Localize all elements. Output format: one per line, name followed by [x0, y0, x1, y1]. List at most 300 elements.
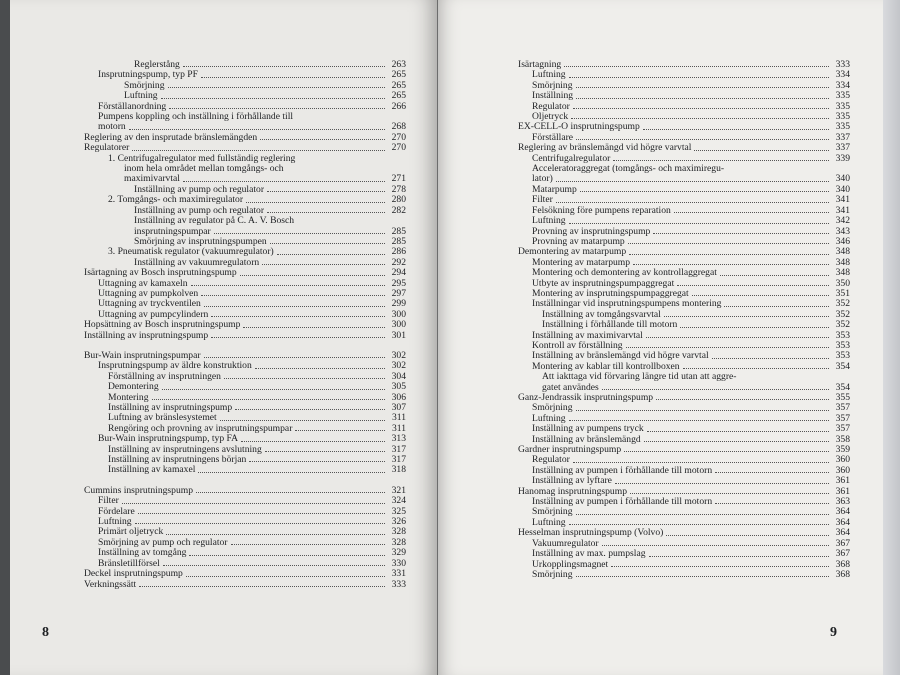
- toc-entry-page: 348: [835, 267, 850, 279]
- toc-entry-title: Acceleratoraggregat (tomgångs- och maximiregu-: [532, 163, 725, 175]
- toc-entry-page: 335: [835, 121, 850, 133]
- toc-entry-title: Reglering av den insprutade bränslemängden: [84, 131, 258, 143]
- toc-entry: [518, 403, 850, 413]
- dot-leader: [241, 441, 385, 442]
- toc-entry-page: 364: [835, 516, 850, 528]
- toc-entry-page: 271: [391, 173, 406, 185]
- toc-entry-page: 297: [391, 287, 406, 299]
- toc-entry-page: 341: [835, 194, 850, 206]
- dot-leader: [569, 420, 829, 421]
- toc-entry-title: lator): [532, 173, 553, 185]
- toc-entry-title: Demontering: [108, 381, 159, 393]
- dot-leader: [602, 389, 829, 390]
- dot-leader: [295, 430, 385, 431]
- toc-entry: [84, 507, 406, 517]
- dot-leader: [556, 181, 829, 182]
- dot-leader: [576, 410, 829, 411]
- dot-leader: [674, 212, 829, 213]
- toc-entry-title: Inställning av lyftare: [532, 475, 612, 487]
- dot-leader: [139, 586, 385, 587]
- toc-entry: [518, 549, 850, 559]
- toc-entry-page: 357: [835, 412, 850, 424]
- toc-entry-page: 285: [391, 225, 406, 237]
- dot-leader: [183, 66, 385, 67]
- toc-list-right: [518, 60, 850, 580]
- dot-leader: [162, 389, 385, 390]
- toc-entry-title: Regulatorer: [84, 142, 130, 154]
- toc-entry-page: 302: [391, 349, 406, 361]
- toc-entry-page: 324: [391, 495, 406, 507]
- toc-entry: [84, 465, 406, 475]
- toc-entry: [518, 60, 850, 70]
- toc-entry-page: 350: [835, 277, 850, 289]
- dot-leader: [580, 191, 829, 192]
- dot-leader: [571, 118, 829, 119]
- dot-leader: [569, 77, 829, 78]
- toc-entry: [518, 268, 850, 278]
- toc-entry-page: 354: [835, 381, 850, 393]
- toc-entry-page: 301: [391, 329, 406, 341]
- toc-entry-title: Att iakttaga vid förvaring längre tid utan att aggre-: [542, 371, 737, 383]
- dot-leader: [169, 108, 385, 109]
- toc-entry-page: 367: [835, 548, 850, 560]
- toc-entry: [518, 164, 850, 174]
- toc-entry-page: 326: [391, 516, 406, 528]
- toc-entry-page: 266: [391, 100, 406, 112]
- dot-leader: [715, 503, 829, 504]
- page-number-left: 8: [42, 625, 49, 640]
- dot-leader: [260, 139, 385, 140]
- toc-entry-title: Hopsättning av Bosch insprutningspump: [84, 319, 241, 331]
- toc-entry-title: Demontering av matarpump: [518, 246, 627, 258]
- dot-leader: [186, 576, 385, 577]
- dot-leader: [262, 264, 385, 265]
- toc-entry-page: 307: [391, 402, 406, 413]
- toc-entry-title: Regulator: [532, 100, 570, 112]
- toc-entry-title: Cummins insprutningspump: [84, 484, 194, 496]
- toc-entry-page: 329: [391, 547, 406, 559]
- toc-entry-page: 351: [835, 287, 850, 299]
- toc-entry-title: Reglering av bränslemängd vid högre varvtal: [518, 142, 692, 154]
- dot-leader: [152, 399, 385, 400]
- toc-entry-page: 295: [391, 277, 406, 289]
- toc-entry-title: Montering och demontering av kontrollaggregat: [532, 267, 717, 279]
- toc-entry-page: 353: [835, 350, 850, 362]
- toc-entry-title: Rengöring och provning av insprutningspumpar: [108, 422, 293, 434]
- toc-entry-page: 352: [835, 298, 850, 310]
- toc-entry-page: 340: [835, 183, 850, 195]
- toc-entry-page: 335: [835, 111, 850, 123]
- toc-entry-page: 337: [835, 142, 850, 154]
- toc-entry-title: Felsökning före pumpens reparation: [532, 204, 671, 216]
- toc-entry-title: Bränsletillförsel: [98, 557, 160, 569]
- toc-entry: [518, 185, 850, 195]
- toc-entry-page: 321: [391, 484, 406, 496]
- toc-entry-title: Vakuumregulator: [532, 537, 599, 549]
- toc-entry-title: Pumpens koppling och inställning i förhållande till: [98, 111, 294, 123]
- dot-leader: [626, 347, 829, 348]
- toc-entry-title: Filter: [98, 495, 119, 507]
- toc-entry-title: Gardner insprutningspump: [518, 444, 622, 456]
- toc-entry-page: 300: [391, 308, 406, 320]
- toc-entry-page: 353: [835, 339, 850, 351]
- dot-leader: [132, 150, 385, 151]
- dot-leader: [569, 223, 829, 224]
- toc-entry-title: Luftning: [532, 412, 566, 424]
- dot-leader: [191, 285, 385, 286]
- dot-leader: [204, 357, 385, 358]
- toc-entry-page: 340: [835, 173, 850, 185]
- toc-entry-title: insprutningspumpar: [134, 225, 211, 237]
- toc-entry-title: Inställning av pump och regulator: [134, 204, 265, 216]
- toc-entry: [518, 320, 850, 330]
- toc-entry-title: Regulator: [532, 454, 570, 466]
- dot-leader: [602, 545, 829, 546]
- toc-entry: [518, 507, 850, 517]
- toc-entry-title: Inställning av pumpens tryck: [532, 423, 644, 435]
- dot-leader: [615, 483, 829, 484]
- toc-entry: [84, 569, 406, 579]
- toc-entry-title: Inställning av insprutningspump: [84, 329, 209, 341]
- toc-entry-title: Inställning av pumpen i förhållande till motorn: [532, 496, 713, 508]
- toc-entry-title: Inställning av vakuumregulatorn: [134, 256, 260, 268]
- toc-entry-title: Inställning av max. pumpslag: [532, 548, 646, 560]
- toc-entry-title: 3. Pneumatisk regulator (vakuumregulator): [108, 246, 274, 258]
- toc-entry-page: 333: [391, 578, 406, 590]
- toc-entry-title: Hesselman insprutningspump (Volvo): [518, 527, 664, 539]
- toc-entry-page: 335: [835, 90, 850, 102]
- dot-leader: [277, 254, 385, 255]
- toc-entry-page: 348: [835, 246, 850, 258]
- toc-entry-page: 360: [835, 454, 850, 466]
- toc-entry-page: 359: [835, 444, 850, 456]
- toc-entry-page: 292: [391, 256, 406, 268]
- toc-entry-page: 357: [835, 402, 850, 414]
- toc-entry-page: 346: [835, 235, 850, 247]
- toc-entry-title: Bur-Wain insprutningspump, typ FA: [98, 433, 239, 445]
- toc-entry-page: 357: [835, 423, 850, 435]
- toc-entry-page: 352: [835, 308, 850, 320]
- toc-entry-title: Smörjning: [532, 402, 573, 414]
- toc-entry-title: Primärt oljetryck: [98, 526, 164, 538]
- dot-leader: [664, 316, 829, 317]
- toc-entry-title: Oljetryck: [532, 111, 569, 123]
- toc-entry-title: Luftning: [532, 516, 566, 528]
- dot-leader: [680, 327, 829, 328]
- dot-leader: [613, 160, 829, 161]
- toc-entry-title: Insprutningspump av äldre konstruktion: [98, 360, 252, 372]
- left-page: [10, 0, 438, 675]
- toc-entry-page: 363: [835, 496, 850, 508]
- toc-entry-page: 360: [835, 464, 850, 476]
- toc-entry: [84, 320, 406, 330]
- toc-entry-title: Inställning i förhållande till motorn: [542, 319, 678, 331]
- toc-entry-title: 2. Tomgångs- och maximiregulator: [108, 194, 244, 206]
- dot-leader: [624, 451, 829, 452]
- toc-entry-title: Inställning av bränslemängd vid högre varvtal: [532, 350, 709, 362]
- toc-entry-page: 364: [835, 506, 850, 518]
- toc-entry-page: 280: [391, 194, 406, 206]
- dot-leader: [224, 378, 385, 379]
- toc-entry-page: 352: [835, 319, 850, 331]
- toc-entry-title: Smörjning: [532, 79, 573, 91]
- toc-entry-title: inom hela området mellan tomgångs- och: [124, 163, 284, 175]
- dot-leader: [630, 493, 829, 494]
- toc-entry-page: 318: [391, 464, 406, 476]
- toc-entry-page: 348: [835, 256, 850, 268]
- toc-entry-page: 334: [835, 69, 850, 81]
- dot-leader: [643, 129, 829, 130]
- dot-leader: [576, 576, 829, 577]
- toc-entry-title: Inställning av insprutningens avslutning: [108, 443, 262, 455]
- toc-entry-title: Inställning av kamaxel: [108, 464, 196, 476]
- toc-entry-title: Smörjning av pump och regulator: [98, 536, 228, 548]
- toc-entry-title: Smörjning av insprutningspumpen: [134, 235, 267, 247]
- dot-leader: [249, 461, 385, 462]
- dot-leader: [240, 275, 385, 276]
- toc-entry-title: motorn: [98, 121, 126, 133]
- toc-entry-title: EX-CELL-O insprutningspump: [518, 121, 640, 133]
- dot-leader: [168, 87, 385, 88]
- toc-entry: [84, 331, 406, 341]
- toc-entry-title: Verkningssätt: [84, 578, 137, 590]
- dot-leader: [246, 202, 385, 203]
- toc-entry-title: Inställning av insprutningspump: [108, 402, 233, 413]
- page-number-right: 9: [830, 625, 837, 640]
- toc-entry-title: Deckel insprutningspump: [84, 568, 183, 580]
- toc-entry-title: Isärtagning: [518, 59, 562, 70]
- toc-entry-page: 333: [835, 59, 850, 70]
- toc-entry-page: 268: [391, 121, 406, 133]
- toc-entry-title: Montering av insprutningspumpaggregat: [532, 287, 689, 299]
- toc-entry-title: Filter: [532, 194, 553, 206]
- toc-entry-page: 311: [391, 412, 406, 424]
- dot-leader: [267, 191, 385, 192]
- toc-entry-page: 355: [835, 392, 850, 403]
- toc-entry-page: 368: [835, 558, 850, 570]
- toc-entry-title: Inställning av pumpen i förhållande till motorn: [532, 464, 713, 476]
- toc-entry: [84, 133, 406, 143]
- toc-entry-title: Inställning av tomgång: [98, 547, 187, 559]
- dot-leader: [161, 98, 385, 99]
- toc-entry-title: Fördelare: [98, 505, 135, 517]
- toc-entry-page: 317: [391, 443, 406, 455]
- dot-leader: [724, 306, 829, 307]
- dot-leader: [183, 181, 385, 182]
- toc-entry-title: Smörjning: [532, 568, 573, 580]
- toc-entry-page: 305: [391, 381, 406, 393]
- dot-leader: [255, 368, 385, 369]
- dot-leader: [270, 243, 385, 244]
- toc-entry-title: Förställning av insprutningen: [108, 370, 221, 382]
- dot-leader: [694, 150, 829, 151]
- toc-entry-title: Bur-Wain insprutningspumpar: [84, 349, 201, 361]
- toc-entry-page: 342: [835, 215, 850, 227]
- dot-leader: [715, 472, 829, 473]
- dot-leader: [611, 566, 829, 567]
- toc-entry-title: Provning av matarpump: [532, 235, 625, 247]
- toc-entry-title: Inställning av insprutningens början: [108, 454, 247, 466]
- toc-entry-title: Ganz-Jendrassik insprutningspump: [518, 392, 654, 403]
- toc-entry-page: 306: [391, 391, 406, 403]
- dot-leader: [646, 337, 829, 338]
- toc-entry-title: Inställning: [532, 90, 574, 102]
- toc-entry: [518, 570, 850, 580]
- dot-leader: [647, 431, 829, 432]
- toc-entry-page: 263: [391, 59, 406, 70]
- toc-entry: [84, 216, 406, 226]
- toc-entry-title: Luftning: [98, 516, 132, 528]
- toc-entry-page: 317: [391, 454, 406, 466]
- dot-leader: [214, 233, 385, 234]
- toc-entry-title: Inställning av pump och regulator: [134, 183, 265, 195]
- toc-entry-title: Uttagning av pumpcylindern: [98, 308, 209, 320]
- toc-entry-page: 265: [391, 90, 406, 102]
- toc-entry-title: Centrifugalregulator: [532, 152, 611, 164]
- toc-entry: [518, 216, 850, 226]
- toc-entry-page: 361: [835, 475, 850, 487]
- dot-leader: [633, 264, 829, 265]
- toc-entry-page: 278: [391, 183, 406, 195]
- toc-entry-title: Inställning av regulator på C. A. V. Bosch: [134, 215, 295, 227]
- dot-leader: [576, 98, 829, 99]
- toc-entry-title: Uttagning av tryckventilen: [98, 298, 201, 310]
- dot-leader: [201, 77, 385, 78]
- toc-entry-title: Inställningar vid insprutningspumpens montering: [532, 298, 722, 310]
- toc-entry-title: Insprutningspump, typ PF: [98, 69, 198, 81]
- toc-entry-title: Förställare: [532, 131, 574, 143]
- toc-entry-page: 358: [835, 433, 850, 445]
- toc-entry-title: Utbyte av insprutningspumpaggregat: [532, 277, 675, 289]
- right-page: [438, 0, 883, 675]
- dot-leader: [231, 544, 386, 545]
- toc-entry-title: Isärtagning av Bosch insprutningspump: [84, 267, 237, 279]
- toc-entry-title: Urkopplingsmagnet: [532, 558, 609, 570]
- dot-leader: [564, 66, 829, 67]
- toc-entry-page: 282: [391, 204, 406, 216]
- dot-leader: [556, 202, 829, 203]
- toc-entry-page: 270: [391, 142, 406, 154]
- dot-leader: [129, 129, 385, 130]
- dot-leader: [196, 492, 385, 493]
- toc-entry-page: 313: [391, 433, 406, 445]
- toc-entry-title: Kontroll av förställning: [532, 339, 623, 351]
- toc-entry-page: 270: [391, 131, 406, 143]
- toc-entry-page: 328: [391, 536, 406, 548]
- toc-entry-page: 353: [835, 329, 850, 341]
- dot-leader: [628, 243, 829, 244]
- toc-entry-page: 285: [391, 235, 406, 247]
- toc-entry-page: 299: [391, 298, 406, 310]
- toc-list-left: [84, 60, 406, 590]
- dot-leader: [644, 441, 829, 442]
- toc-entry-title: Smörjning: [124, 79, 165, 91]
- dot-leader: [629, 254, 829, 255]
- toc-entry: [84, 112, 406, 122]
- toc-entry-title: Inställning av bränslemängd: [532, 433, 641, 445]
- toc-entry-title: Montering: [108, 391, 149, 403]
- dot-leader: [189, 555, 385, 556]
- toc-entry-page: 265: [391, 79, 406, 91]
- toc-entry-page: 304: [391, 370, 406, 382]
- dot-leader: [211, 316, 385, 317]
- dot-leader: [576, 87, 829, 88]
- dot-leader: [573, 108, 829, 109]
- dot-leader: [211, 337, 385, 338]
- toc-entry-page: 330: [391, 557, 406, 569]
- dot-leader: [653, 233, 829, 234]
- dot-leader: [122, 503, 385, 504]
- dot-leader: [163, 565, 385, 566]
- toc-entry-title: Förställanordning: [98, 100, 167, 112]
- dot-leader: [166, 534, 385, 535]
- toc-entry-title: Matarpump: [532, 183, 577, 195]
- toc-entry-page: 335: [835, 100, 850, 112]
- toc-entry-title: Montering av kablar till kontrollboxen: [532, 360, 680, 372]
- toc-entry: [84, 486, 406, 496]
- toc-entry-page: 361: [835, 485, 850, 497]
- dot-leader: [576, 139, 829, 140]
- toc-entry-page: 339: [835, 152, 850, 164]
- dot-leader: [576, 514, 829, 515]
- dot-leader: [204, 306, 385, 307]
- dot-leader: [198, 472, 385, 473]
- toc-entry-title: Smörjning: [532, 506, 573, 518]
- toc-entry-page: 364: [835, 527, 850, 539]
- toc-entry-title: 1. Centrifugalregulator med fullständig reglering: [108, 152, 296, 164]
- toc-entry-page: 337: [835, 131, 850, 143]
- toc-entry-page: 367: [835, 537, 850, 549]
- toc-entry-title: Uttagning av kamaxeln: [98, 277, 188, 289]
- dot-leader: [201, 295, 385, 296]
- toc-entry-title: gatet användes: [542, 381, 599, 393]
- toc-entry-title: Montering av matarpump: [532, 256, 631, 268]
- dot-leader: [649, 556, 829, 557]
- toc-entry-page: 294: [391, 267, 406, 279]
- toc-entry-title: Luftning: [532, 69, 566, 81]
- toc-entry-page: 286: [391, 246, 406, 258]
- toc-entry-page: 341: [835, 204, 850, 216]
- toc-entry-title: Hanomag insprutningspump: [518, 485, 627, 497]
- toc-entry: [84, 268, 406, 278]
- dot-leader: [683, 368, 829, 369]
- toc-entry-title: Inställning av tomgångsvarvtal: [542, 308, 661, 320]
- dot-leader: [267, 212, 385, 213]
- toc-entry-page: 331: [391, 568, 406, 580]
- toc-entry-page: 265: [391, 69, 406, 81]
- toc-entry-page: 368: [835, 568, 850, 580]
- toc-entry-page: 302: [391, 360, 406, 372]
- dot-leader: [677, 285, 829, 286]
- toc-entry-title: Inställning av maximivarvtal: [532, 329, 643, 341]
- toc-entry-title: maximivarvtal: [124, 173, 180, 185]
- dot-leader: [135, 523, 385, 524]
- toc-entry-page: 343: [835, 225, 850, 237]
- dot-leader: [656, 399, 829, 400]
- dot-leader: [569, 524, 829, 525]
- toc-entry-page: 325: [391, 505, 406, 517]
- dot-leader: [573, 462, 829, 463]
- toc-entry-page: 328: [391, 526, 406, 538]
- toc-entry-title: Luftning av bränslesystemet: [108, 412, 217, 424]
- toc-entry-title: Uttagning av pumpkolven: [98, 287, 199, 299]
- dot-leader: [138, 513, 385, 514]
- toc-entry-page: 354: [835, 360, 850, 372]
- dot-leader: [243, 327, 385, 328]
- toc-entry-title: Reglerstång: [134, 59, 180, 70]
- dot-leader: [265, 451, 385, 452]
- toc-entry-page: 311: [391, 422, 406, 434]
